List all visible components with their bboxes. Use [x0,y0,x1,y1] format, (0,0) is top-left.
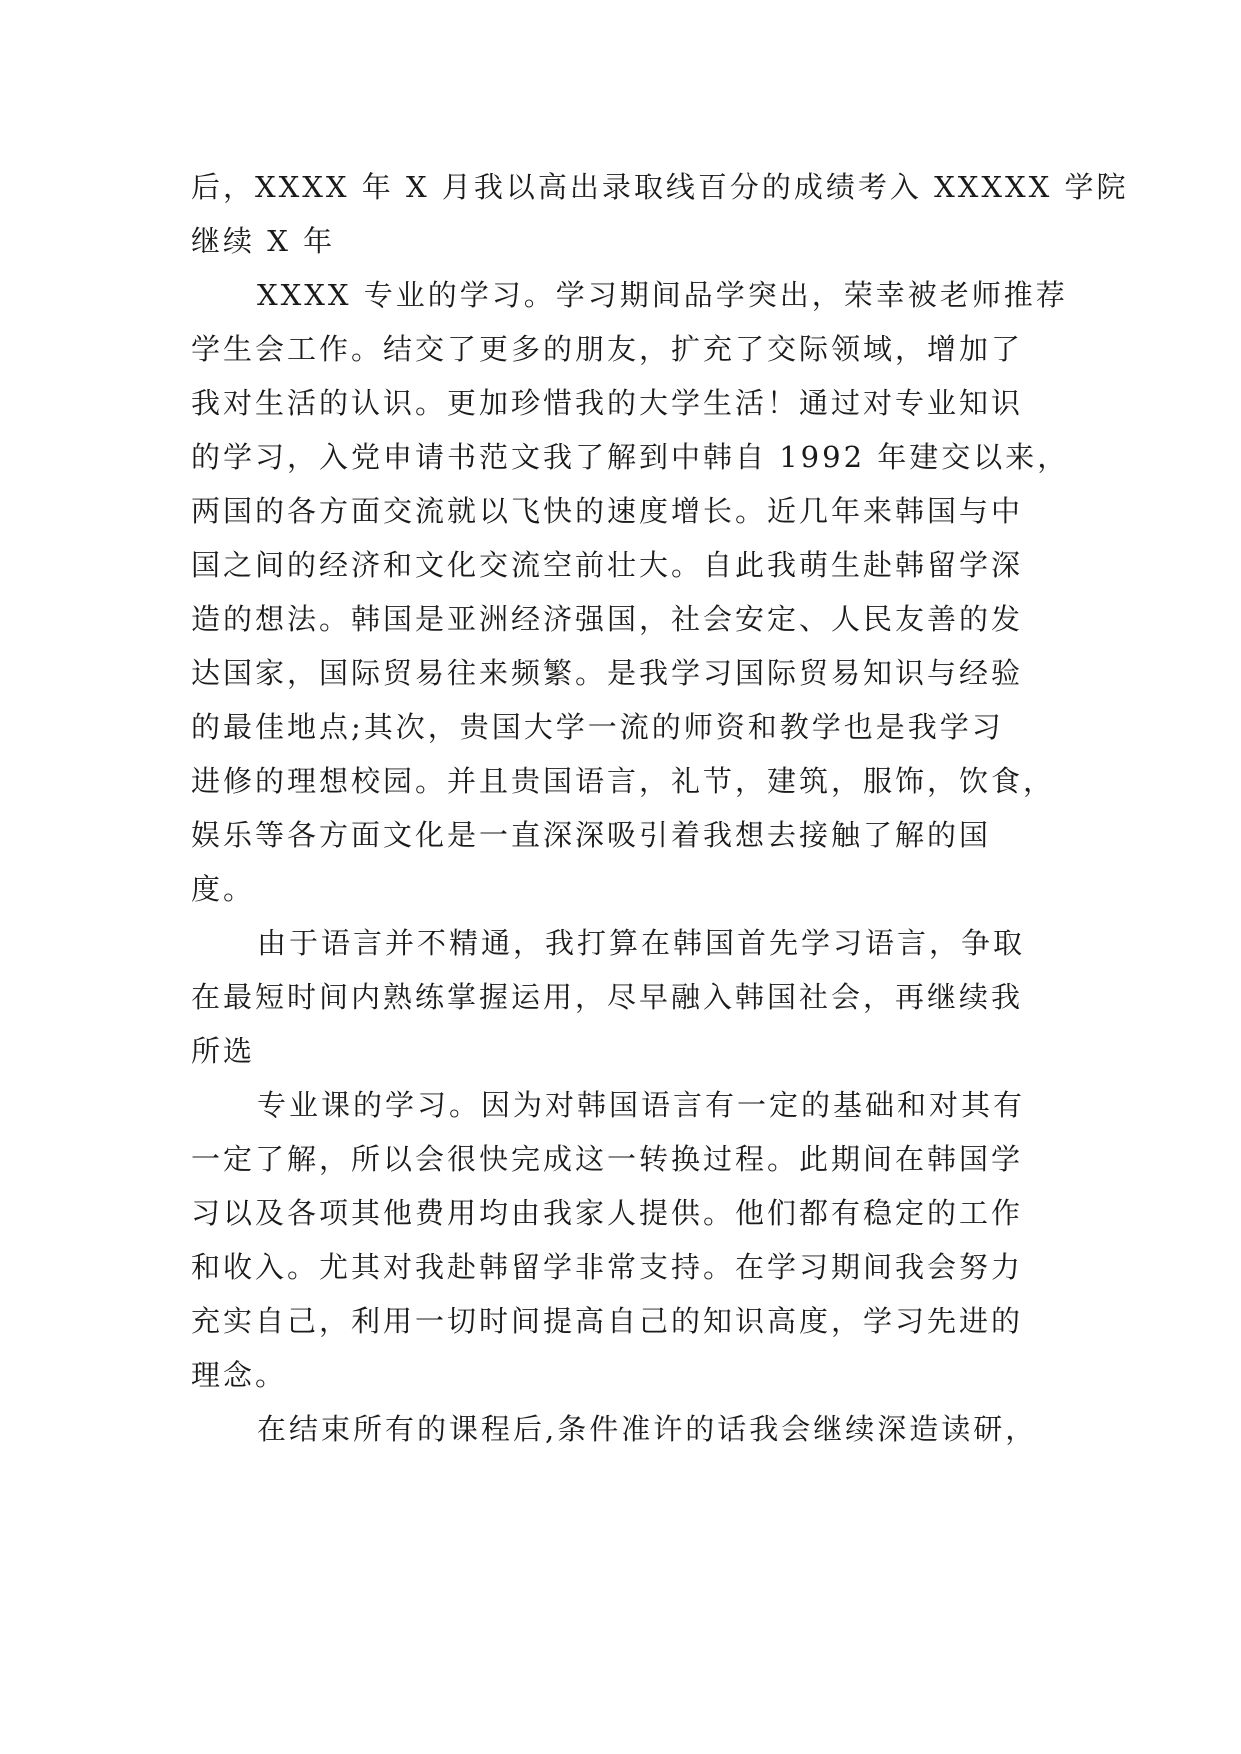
text-line: 度。 [191,872,256,906]
text-line: XXXX 专业的学习。学习期间品学突出，荣幸被老师推荐 [257,278,1068,312]
text-line: 充实自己，利用一切时间提高自己的知识高度，学习先进的 [191,1304,1024,1338]
text-line: 我对生活的认识。更加珍惜我的大学生活！通过对专业知识 [191,386,1024,420]
text-line: 和收入。尤其对我赴韩留学非常支持。在学习期间我会努力 [191,1250,1024,1284]
body-text [191,160,1129,1456]
text-line: 习以及各项其他费用均由我家人提供。他们都有稳定的工作 [191,1196,1024,1230]
text-line: 国之间的经济和文化交流空前壮大。自此我萌生赴韩留学深 [191,548,1024,582]
text-line: 专业课的学习。因为对韩国语言有一定的基础和对其有 [257,1088,1026,1122]
text-line: 学生会工作。结交了更多的朋友，扩充了交际领域，增加了 [191,332,1024,366]
text-line: 两国的各方面交流就以飞快的速度增长。近几年来韩国与中 [191,494,1024,528]
text-line: 理念。 [191,1358,288,1392]
text-line: 后，XXXX 年 X 月我以高出录取线百分的成绩考入 XXXXX 学院 [191,170,1129,204]
text-line: 进修的理想校园。并且贵国语言，礼节，建筑，服饰，饮食， [191,764,1056,798]
text-line: 所选 [191,1034,256,1068]
text-line: 在最短时间内熟练掌握运用，尽早融入韩国社会，再继续我 [191,980,1024,1014]
text-line: 一定了解，所以会很快完成这一转换过程。此期间在韩国学 [191,1142,1024,1176]
text-line: 在结束所有的课程后,条件准许的话我会继续深造读研， [257,1412,1038,1446]
text-line: 的最佳地点;其次，贵国大学一流的师资和教学也是我学习 [191,710,1004,744]
text-line: 达国家，国际贸易往来频繁。是我学习国际贸易知识与经验 [191,656,1024,690]
text-line: 娱乐等各方面文化是一直深深吸引着我想去接触了解的国 [191,818,992,852]
text-line: 继续 X 年 [191,224,336,258]
text-line: 由于语言并不精通，我打算在韩国首先学习语言，争取 [257,926,1026,960]
text-line: 的学习，入党申请书范文我了解到中韩自 1992 年建交以来， [191,440,1070,474]
text-line: 造的想法。韩国是亚洲经济强国，社会安定、人民友善的发 [191,602,1024,636]
